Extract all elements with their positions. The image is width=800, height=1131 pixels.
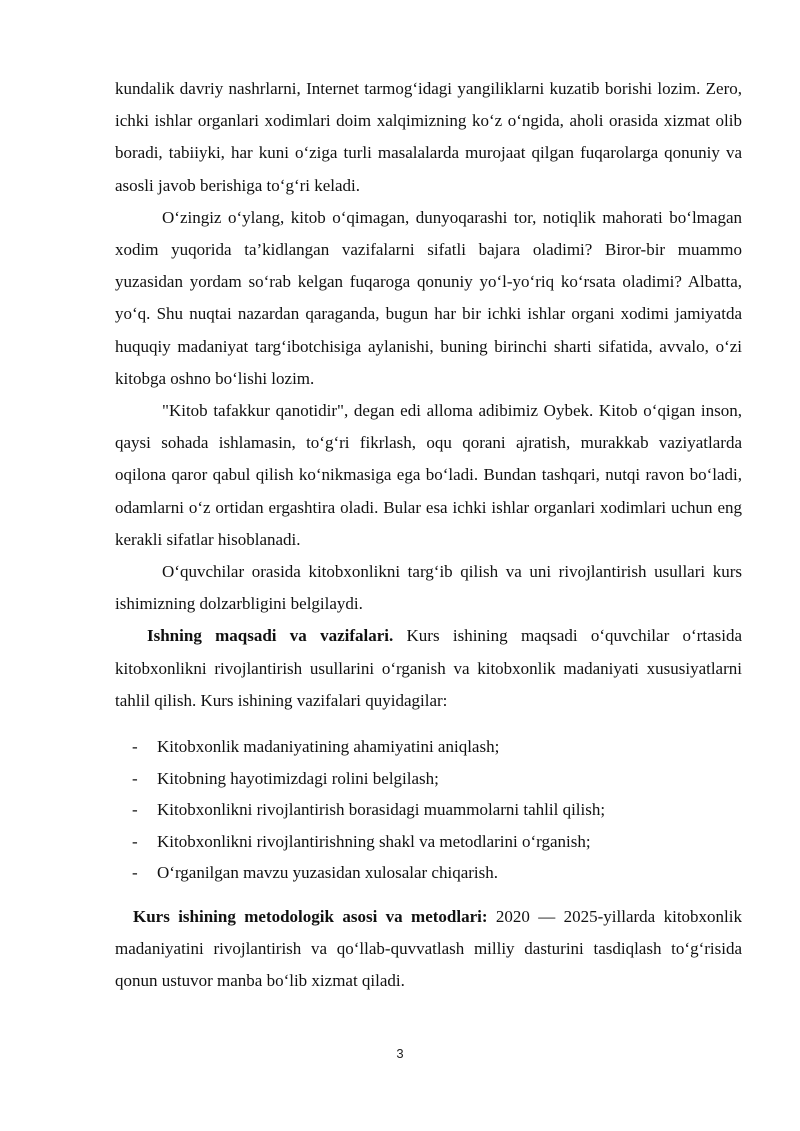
list-marker: - xyxy=(132,800,138,820)
list-item-text: Kitobxonlikni rivojlantirish borasidagi muammolarni tahlil qilish; xyxy=(157,800,606,820)
list-marker: - xyxy=(132,737,138,757)
goals-heading: Ishning maqsadi va vazifalari. xyxy=(147,626,394,646)
list-item-text: O‘rganilgan mavzu yuzasidan xulosalar chiqarish. xyxy=(157,863,498,883)
list-item-text: Kitobxonlikni rivojlantirishning shakl va metodlarini o‘rganish; xyxy=(157,831,591,851)
paragraph-question: O‘zingiz o‘ylang, kitob o‘qimagan, dunyoqarashi tor, notiqlik mahorati bo‘lmagan xodim yuqorida ta’kidlangan vazifalarni sifatli bajara oladimi? Biror-bir muammo yuzasidan yordam so‘rab kelgan fuqaroga qonuniy yo‘l-yo‘riq ko‘rsata oladimi? Albatta, yo‘q. Shu nuqtai nazardan qaraganda, bugun har bir ichki ishlar organi xodimi jamiyatda huquqiy madaniyat targ‘ibotchisiga aylanishi, buning birinchi sharti sifatida, avvalo, o‘zi kitobga oshno bo‘lishi lozim. xyxy=(115,207,742,388)
page-number: 3 xyxy=(396,1046,404,1061)
methodology-text: 2020 — 2025-yillarda kitobxonlik madaniyatini rivojlantirish va qo‘llab-quvvatlash milliy dasturini tasdiqlash to‘g‘risida qonun ustuvor manba bo‘lib xizmat qiladi. xyxy=(115,906,742,990)
list-item-text: Kitobxonlik madaniyatining ahamiyatini aniqlash; xyxy=(157,737,500,757)
paragraph-quote: "Kitob tafakkur qanotidir", degan edi alloma adibimiz Oybek. Kitob o‘qigan inson, qaysi sohada ishlamasin, to‘g‘ri fikrlash, oqu qorani ajratish, murakkab vaziyatlarda oqilona qaror qabul qilish ko‘nikmasiga ega bo‘ladi. Bundan tashqari, nutqi ravon bo‘ladi, odamlarni o‘z ortidan ergashtira oladi. Bular esa ichki ishlar organlari xodimlari uchun eng kerakli sifatlar hisoblanadi. xyxy=(115,401,742,549)
paragraph-relevance: O‘quvchilar orasida kitobxonlikni targ‘ib qilish va uni rivojlantirish usullari kurs ishimizning dolzarbligini belgilaydi. xyxy=(115,562,742,614)
list-item xyxy=(115,857,742,889)
paragraph-continuation: kundalik davriy nashrlarni, Internet tarmog‘idagi yangiliklarni kuzatib borishi lozim. Zero, ichki ishlar organlari xodimlari doim xalqimizning ko‘z o‘ngida, aholi orasida xizmat olib boradi, tabiiyki, har kuni o‘ziga turli masalalarda murojaat qilgan fuqarolarga qonuniy va asosli javob berishiga to‘g‘ri keladi. xyxy=(115,79,742,195)
methodology-heading: Kurs ishining metodologik asosi va metodlari: xyxy=(133,906,488,926)
list-item xyxy=(115,826,742,858)
tasks-list xyxy=(115,731,742,889)
list-item-text: Kitobning hayotimizdagi rolini belgilash; xyxy=(157,768,439,788)
goals-text: Kurs ishining maqsadi o‘quvchilar o‘rtasida kitobxonlikni rivojlantirish usullarini o‘rganish va kitobxonlik madaniyati xususiyatlarni tahlil qilish. Kurs ishining vazifalari quyidagilar: xyxy=(115,626,742,710)
list-item xyxy=(115,763,742,795)
list-marker: - xyxy=(132,863,138,883)
paragraph-methodology xyxy=(115,901,742,998)
paragraph-goals xyxy=(115,620,742,717)
list-marker: - xyxy=(132,831,138,851)
page-body xyxy=(115,73,742,997)
list-item xyxy=(115,731,742,763)
list-item xyxy=(115,794,742,826)
list-marker: - xyxy=(132,768,138,788)
